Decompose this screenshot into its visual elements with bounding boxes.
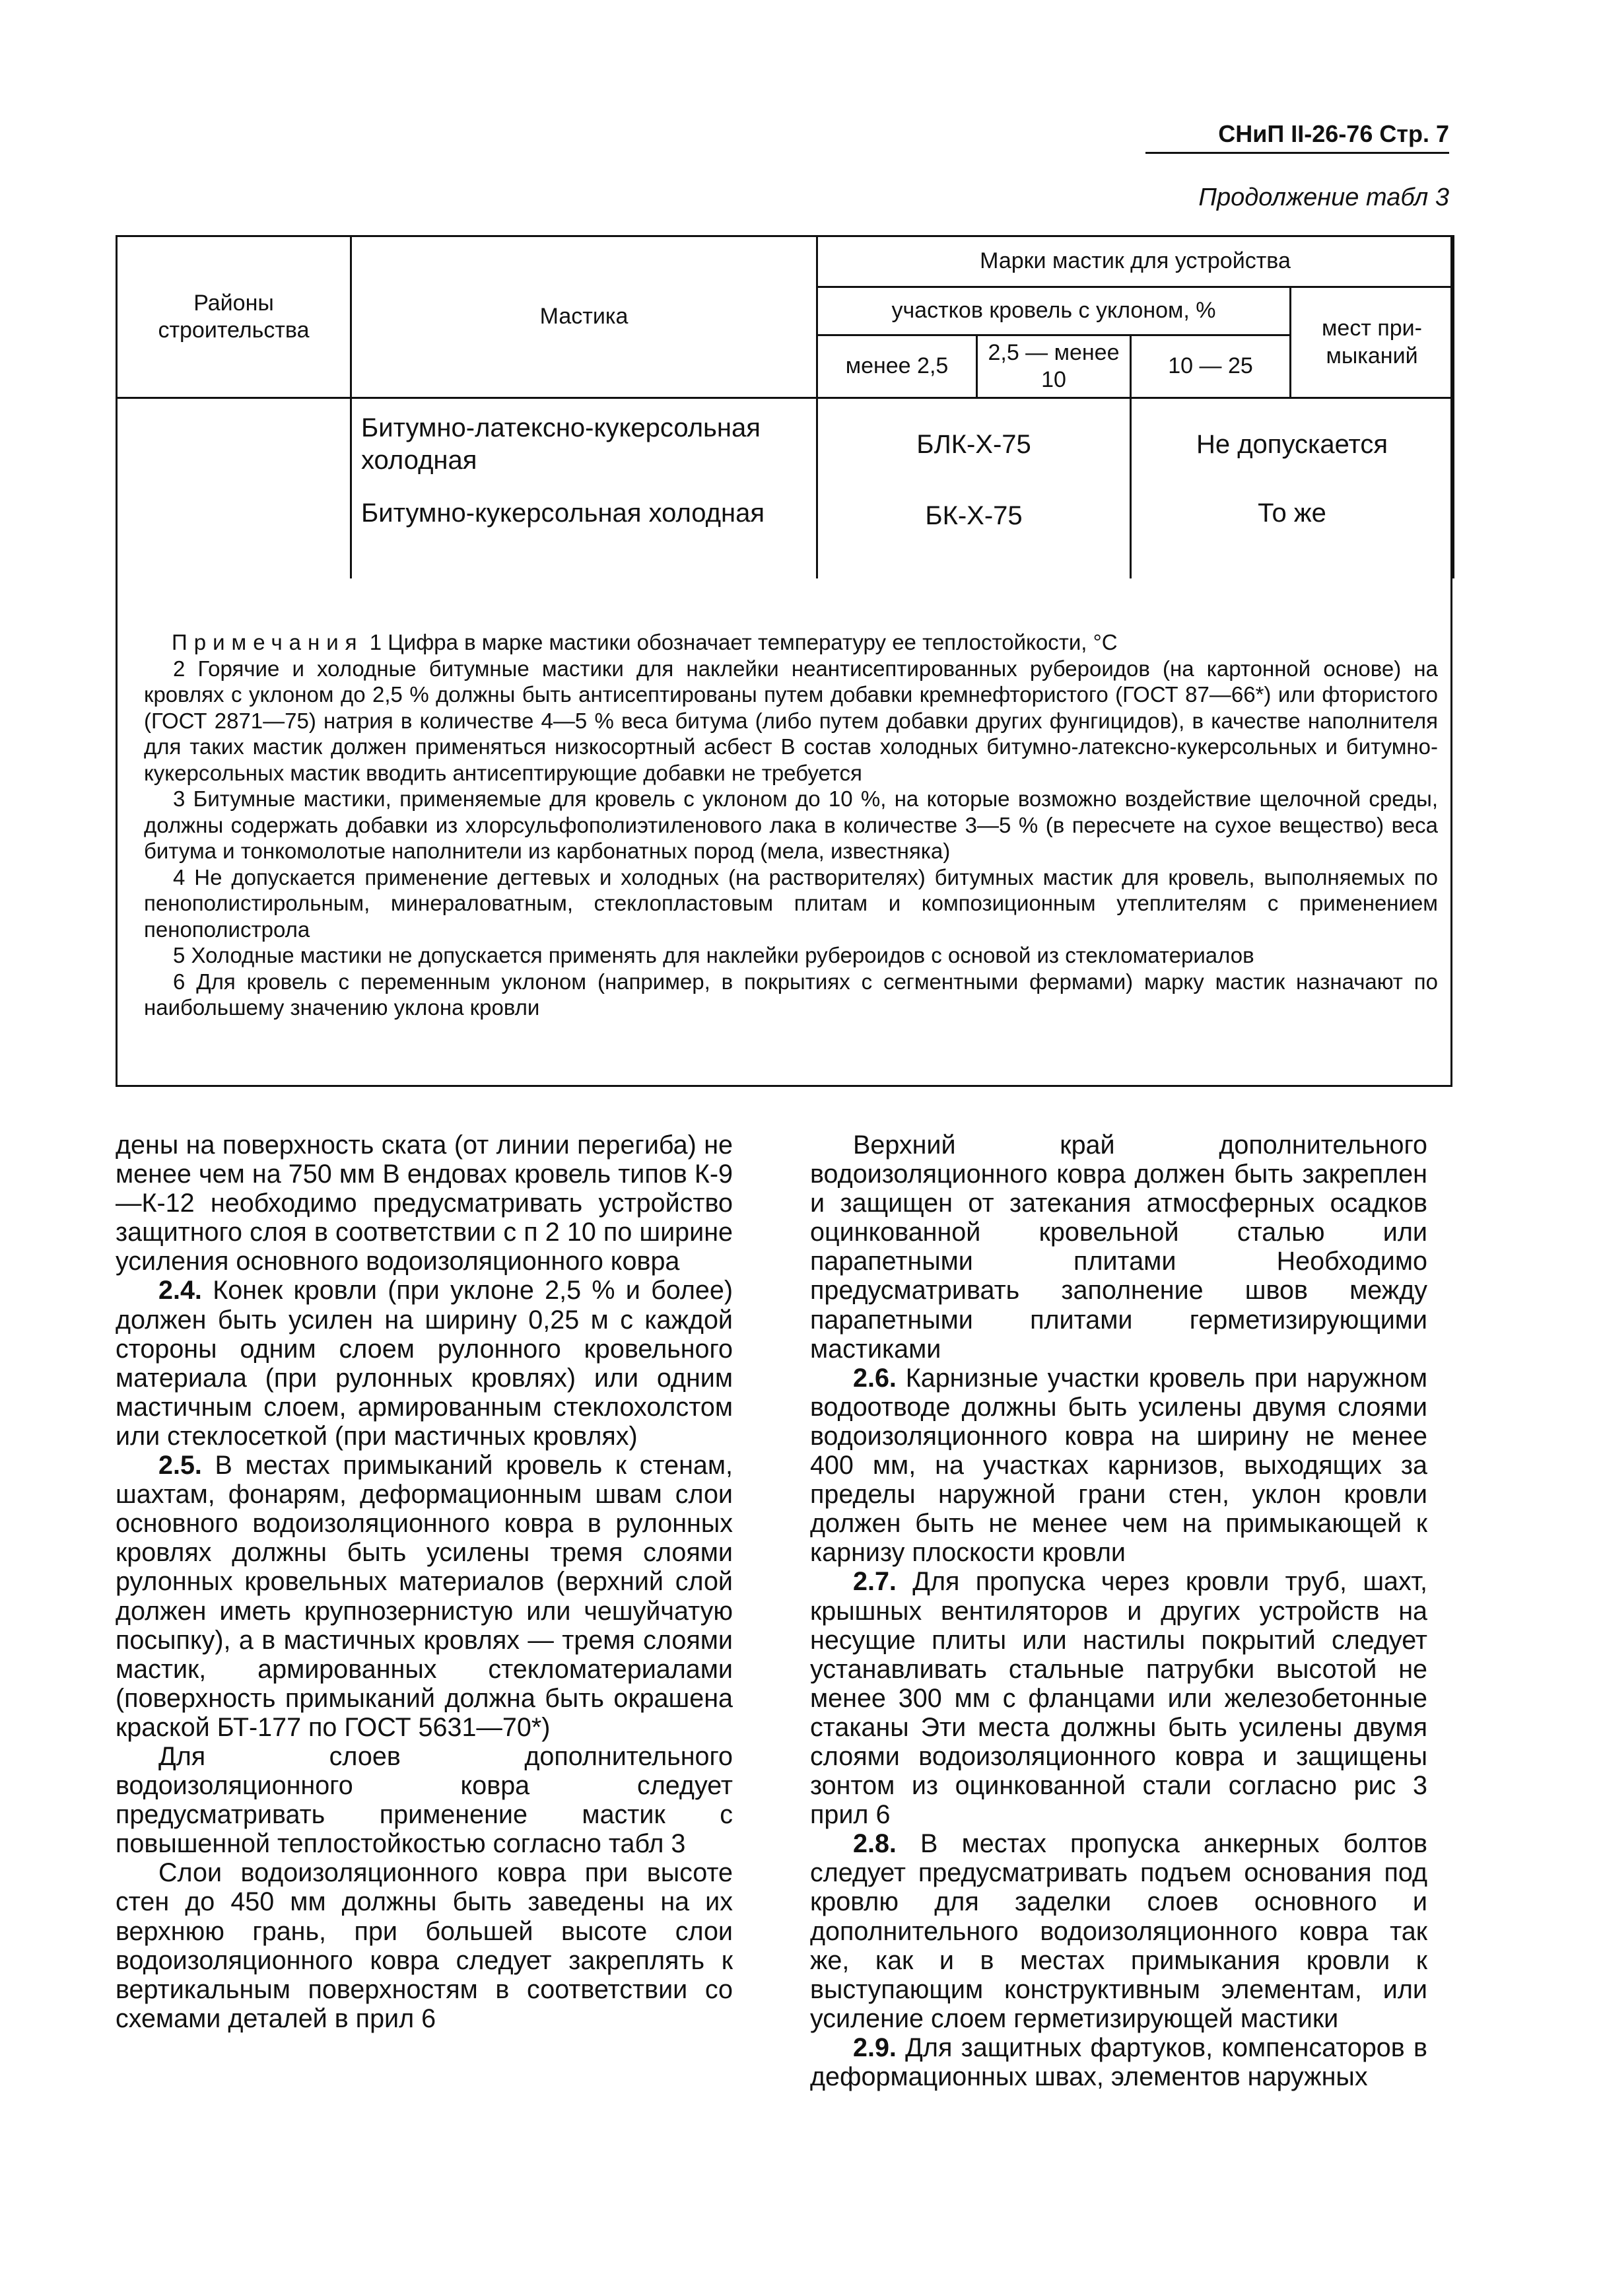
paragraph: 2.9. Для защитных фартуков, компенсаторов в деформационных швах, элементов наружных [810, 2033, 1427, 2091]
clause-number: 2.8. [853, 1829, 897, 1859]
clause-number: 2.6. [853, 1363, 897, 1393]
clause-number: 2.4. [158, 1276, 202, 1305]
mastic-mark: БК-Х-75 [817, 491, 1131, 578]
header-slope-1: менее 2,5 [817, 335, 977, 398]
paragraph: 2.4. Конек кровли (при уклоне 2,5 % и более) должен быть усилен на ширину 0,25 м с каждой стороны одним слоем рулонного кровельного материала (при рулонных кровлях) или одним мастичным слоем, армированным стеклохолстом или стеклосеткой (при мастичных кровлях) [116, 1276, 733, 1451]
paragraph: дены на поверхность ската (от линии перегиба) не менее чем на 750 мм В ендовах кровель типов К-9—К-12 необходимо предусматривать устройство защитного слоя в соответствии с п 2 10 по ширине усиления основного водоизоляционного ковра [116, 1131, 733, 1276]
clause-number: 2.9. [853, 2033, 897, 2062]
mastic-other-mark: То же [1131, 491, 1454, 578]
note-item: 6 Для кровель с переменным уклоном (например, в покрытиях с сегментными фермами) марку мастик назначают по наибольшему значению уклона кровли [144, 969, 1438, 1020]
paragraph: 2.5. В местах примыканий кровель к стенам, шахтам, фонарям, деформационным швам слои основного водоизоляционного ковра в рулонных кровлях должны быть усилены тремя слоями рулонных кровельных материалов (верхний слой должен иметь крупнозернистую или чешуйчатую посыпку), а в мастичных кровлях — тремя слоями мастик, армированных стекломатериалами (поверхность примыканий должна быть окрашена краской БТ-177 по ГОСТ 5631—70*) [116, 1451, 733, 1742]
header-mastic: Мастика [351, 236, 817, 398]
header-slope-3: 10 — 25 [1131, 335, 1291, 398]
note-item: 3 Битумные мастики, применяемые для кровель с уклоном до 10 %, на которые возможно воздействие щелочной среды, должны содержать добавки из хлорсульфополиэтиленового лака в количестве 3—5 % (в пересчете на сухое вещество) веса битума и тонкомолотые наполнители из карбонатных пород (мела, известняка) [144, 786, 1438, 863]
table-caption: Продолжение табл 3 [1198, 184, 1449, 211]
clause-number: 2.7. [853, 1567, 897, 1597]
region-cell [117, 398, 351, 578]
notes-label: Примечания [172, 630, 364, 654]
mastic-name: Битумно-кукерсольная холодная [351, 491, 817, 578]
note-item: 4 Не допускается применение дегтевых и холодных (на растворителях) битумных мастик для кровель, выполняемых по пенополистирольным, минераловатным, стеклопластовым плитам и композиционным утеплителям с применением пенополистрола [144, 864, 1438, 942]
table-notes [144, 629, 1438, 1021]
header-marks: Марки мастик для устройства [817, 236, 1454, 287]
mastic-table [116, 235, 1454, 578]
paragraph: Верхний край дополнительного водоизоляционного ковра должен быть закреплен и защищен от затекания атмосферных осадков оцинкованной кровельной сталью или парапетными плитами Необходимо предусматривать заполнение швов между парапетными плитами герметизирующими мастиками [810, 1131, 1427, 1364]
table-row [117, 398, 1454, 491]
paragraph: 2.7. Для пропуска через кровли труб, шахт, крышных вентиляторов и других устройств на несущие плиты или настилы покрытий следует устанавливать стальные патрубки высотой не менее 300 мм с фланцами или железобетонные стаканы Эти места должны быть усилены двумя слоями водоизоляционного ковра и защищены зонтом из оцинкованной стали согласно рис 3 прил 6 [810, 1567, 1427, 1830]
paragraph: 2.6. Карнизные участки кровель при наружном водоотводе должны быть усилены двумя слоями водоизоляционного ковра на ширину не менее 400 мм, на участках карнизов, выходящих за пределы наружной грани стен, уклон кровли должен быть не менее чем на примыкающей к карнизу плоскости кровли [810, 1363, 1427, 1568]
paragraph: 2.8. В местах пропуска анкерных болтов следует предусматривать подъем основания под кровлю для заделки слоев основного и дополнительного водоизоляционного ковра так же, как и в местах примыкания кровли к выступающим конструктивным элементам, или усиление слоем герметизирующей мастики [810, 1829, 1427, 2033]
note-item: 5 Холодные мастики не допускается применять для наклейки рубероидов с основой из стекломатериалов [173, 943, 1254, 967]
body-column-right [810, 1131, 1427, 2091]
mastic-other-mark: Не допускается [1131, 398, 1454, 491]
header-slope-group: участков кровель с уклоном, % [817, 287, 1291, 335]
paragraph: Для слоев дополнительного водоизоляционного ковра следует предусматривать применение мастик с повышенной теплостойкостью согласно табл 3 [116, 1741, 733, 1859]
header-slope-2: 2,5 — менее 10 [977, 335, 1131, 398]
page-header: СНиП II-26-76 Стр. 7 [1145, 120, 1449, 154]
mastic-name: Битумно-латексно-кукерсольная холодная [351, 398, 817, 491]
header-region: Районы строительства [117, 236, 351, 398]
body-column-left [116, 1131, 733, 2033]
paragraph: Слои водоизоляционного ковра при высоте стен до 450 мм должны быть заведены на их верхнюю грань, при большей высоте слои водоизоляционного ковра следует закреплять к вертикальным поверхностям в соответствии со схемами деталей в прил 6 [116, 1858, 733, 2033]
note-item: Примечания 1 Цифра в марке мастики обозначает температуру ее теплостойкости, °С [172, 630, 1118, 654]
mastic-mark: БЛК-Х-75 [817, 398, 1131, 491]
clause-number: 2.5. [158, 1451, 202, 1480]
note-item: 2 Горячие и холодные битумные мастики для наклейки неантисептированных рубероидов (на картонной основе) на кровлях с уклоном до 2,5 % должны быть антисептированы путем добавки кремнефтористого (ГОСТ 87—66*) или фтористого (ГОСТ 2871—75) натрия в количестве 4—5 % веса битума (либо путем добавки других фунгицидов), в качестве наполнителя для таких мастик должен применяться низкосортный асбест В состав холодных битумно-латексно-кукерсольных и битумно-кукерсольных мастик вводить антисептирующие добавки не требуется [144, 656, 1438, 785]
header-junction: мест при-мыканий [1291, 287, 1454, 398]
